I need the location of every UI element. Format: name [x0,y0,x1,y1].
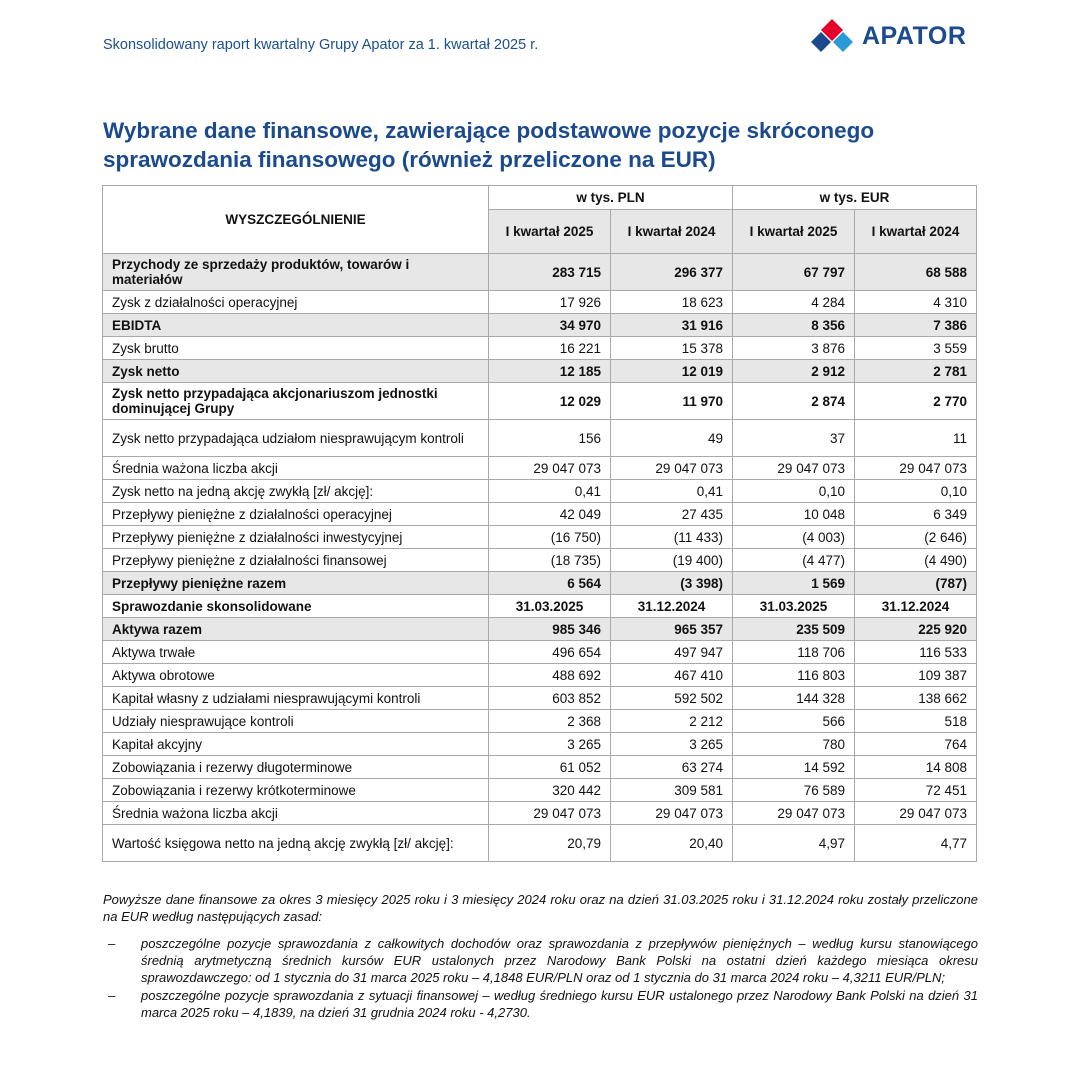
row-value: 27 435 [611,503,733,526]
row-value: (4 477) [733,549,855,572]
table-row [103,457,977,480]
row-value: 2 368 [489,710,611,733]
row-value: 4,77 [855,825,977,862]
row-value: 4,97 [733,825,855,862]
col-header-eur-2024: I kwartał 2024 [855,210,977,254]
row-value: 29 047 073 [855,457,977,480]
row-label: Średnia ważona liczba akcji [103,802,489,825]
row-value: 29 047 073 [855,802,977,825]
row-value: 67 797 [733,254,855,291]
row-label: Zobowiązania i rezerwy krótkoterminowe [103,779,489,802]
table-row [103,314,977,337]
row-label: Przychody ze sprzedaży produktów, towarów i materiałów [103,254,489,291]
table-row [103,360,977,383]
row-value: (19 400) [611,549,733,572]
row-label: Zobowiązania i rezerwy długoterminowe [103,756,489,779]
row-value: 34 970 [489,314,611,337]
row-value: 11 [855,420,977,457]
row-value: 63 274 [611,756,733,779]
table-row [103,733,977,756]
row-value: 309 581 [611,779,733,802]
row-label: Sprawozdanie skonsolidowane [103,595,489,618]
row-label: Przepływy pieniężne razem [103,572,489,595]
conversion-note: Powyższe dane finansowe za okres 3 miesięcy 2025 roku i 3 miesięcy 2024 roku oraz na dzień 31.03.2025 roku i 31.12.2024 roku zostały przeliczone na EUR według następujących zasad: [103,892,978,924]
row-value: 3 876 [733,337,855,360]
col-header-eur-2025: I kwartał 2025 [733,210,855,254]
row-value: 497 947 [611,641,733,664]
row-value: 283 715 [489,254,611,291]
row-value: 965 357 [611,618,733,641]
row-value: 603 852 [489,687,611,710]
row-value: 467 410 [611,664,733,687]
row-value: 31.03.2025 [489,595,611,618]
row-label: Zysk z działalności operacyjnej [103,291,489,314]
apator-logo [810,17,966,55]
row-label: Zysk netto [103,360,489,383]
row-value: 29 047 073 [489,457,611,480]
bullet-dash: – [108,988,116,1003]
row-value: 0,10 [855,480,977,503]
row-value: (2 646) [855,526,977,549]
conversion-rules-list [103,935,978,1022]
row-value: (787) [855,572,977,595]
row-value: 37 [733,420,855,457]
row-value: 10 048 [733,503,855,526]
report-header-title: Skonsolidowany raport kwartalny Grupy Apator za 1. kwartał 2025 r. [103,37,539,53]
row-label: Udziały niesprawujące kontroli [103,710,489,733]
table-row [103,337,977,360]
row-value: 4 284 [733,291,855,314]
row-value: (4 003) [733,526,855,549]
row-label: Przepływy pieniężne z działalności operacyjnej [103,503,489,526]
row-value: 49 [611,420,733,457]
table-row [103,641,977,664]
table-row [103,526,977,549]
table-row [103,291,977,314]
row-label: Wartość księgowa netto na jedną akcję zwykłą [zł/ akcję]: [103,825,489,862]
table-row [103,572,977,595]
col-header-pln-2024: I kwartał 2024 [611,210,733,254]
row-value: (3 398) [611,572,733,595]
row-value: 1 569 [733,572,855,595]
row-value: 0,41 [489,480,611,503]
table-row [103,503,977,526]
row-value: 72 451 [855,779,977,802]
row-value: 592 502 [611,687,733,710]
row-value: 31 916 [611,314,733,337]
row-value: 4 310 [855,291,977,314]
balance-sheet-header-row [103,595,977,618]
row-value: 20,79 [489,825,611,862]
table-row [103,687,977,710]
page-title-line-1: Wybrane dane finansowe, zawierające podstawowe pozycje skróconego [103,118,875,143]
row-label: Kapitał własny z udziałami niesprawującymi kontroli [103,687,489,710]
row-value: 985 346 [489,618,611,641]
row-value: 68 588 [855,254,977,291]
row-value: (18 735) [489,549,611,572]
row-value: (4 490) [855,549,977,572]
row-value: 566 [733,710,855,733]
row-value: 15 378 [611,337,733,360]
row-value: 296 377 [611,254,733,291]
row-value: (16 750) [489,526,611,549]
row-value: 31.12.2024 [855,595,977,618]
row-value: 488 692 [489,664,611,687]
page-title-line-2: sprawozdania finansowego (również przeliczone na EUR) [103,147,716,172]
row-value: 780 [733,733,855,756]
page-title [103,116,1003,174]
row-value: 0,10 [733,480,855,503]
row-value: 2 212 [611,710,733,733]
row-value: 11 970 [611,383,733,420]
row-value: 2 912 [733,360,855,383]
row-value: 0,41 [611,480,733,503]
table-row [103,618,977,641]
row-value: 3 265 [611,733,733,756]
list-item-text: poszczególne pozycje sprawozdania z sytuacji finansowej – według średniego kursu EUR ustalonego przez Narodowy Bank Polski na dzień 31 marca 2025 roku – 4,1839, na dzień 31 grudnia 2024 roku - 4,2730. [141,988,978,1020]
row-label: Przepływy pieniężne z działalności inwestycyjnej [103,526,489,549]
row-value: 76 589 [733,779,855,802]
logo-mark-icon [810,17,854,55]
table-row [103,420,977,457]
row-value: 29 047 073 [611,457,733,480]
row-label: Zysk brutto [103,337,489,360]
table-row [103,802,977,825]
row-value: 764 [855,733,977,756]
row-value: 42 049 [489,503,611,526]
row-label: Aktywa trwałe [103,641,489,664]
table-row [103,254,977,291]
col-header-pln-2025: I kwartał 2025 [489,210,611,254]
row-value: 138 662 [855,687,977,710]
row-value: 8 356 [733,314,855,337]
table-body [103,254,977,862]
row-value: 61 052 [489,756,611,779]
list-item [103,987,978,1021]
row-value: 320 442 [489,779,611,802]
row-value: 14 808 [855,756,977,779]
row-value: 12 019 [611,360,733,383]
table-row [103,383,977,420]
row-value: 109 387 [855,664,977,687]
row-value: 29 047 073 [733,802,855,825]
table-row [103,779,977,802]
row-value: 29 047 073 [489,802,611,825]
row-value: 12 029 [489,383,611,420]
row-value: 116 803 [733,664,855,687]
row-label: Średnia ważona liczba akcji [103,457,489,480]
row-value: 3 265 [489,733,611,756]
row-label: Zysk netto przypadająca akcjonariuszom jednostki dominującej Grupy [103,383,489,420]
row-value: 2 781 [855,360,977,383]
table-row [103,756,977,779]
row-label: Kapitał akcyjny [103,733,489,756]
row-value: 17 926 [489,291,611,314]
row-value: 225 920 [855,618,977,641]
row-value: 29 047 073 [733,457,855,480]
group-header-eur: w tys. EUR [733,186,977,210]
row-value: 18 623 [611,291,733,314]
row-value: 235 509 [733,618,855,641]
bullet-dash: – [108,936,116,951]
financial-data-table [102,185,977,862]
row-value: 6 564 [489,572,611,595]
row-value: 7 386 [855,314,977,337]
row-value: 518 [855,710,977,733]
row-value: 20,40 [611,825,733,862]
row-value: 31.03.2025 [733,595,855,618]
table-row [103,664,977,687]
list-item [103,935,978,986]
row-value: 2 874 [733,383,855,420]
row-label: Zysk netto na jedną akcję zwykłą [zł/ akcję]: [103,480,489,503]
list-item-text: poszczególne pozycje sprawozdania z całkowitych dochodów oraz sprawozdania z przepływów pieniężnych – według kursu stanowiącego średnią arytmetyczną średnich kursów EUR ustalonych przez Narodowy Bank Polski na ostatni dzień każdego miesiąca okresu sprawozdawczego: od 1 stycznia do 31 marca 2025 roku – 4,1848 EUR/PLN oraz od 1 stycznia do 31 marca 2024 roku – 4,3211 EUR/PLN; [141,936,978,985]
row-value: 12 185 [489,360,611,383]
row-value: 156 [489,420,611,457]
row-label: Zysk netto przypadająca udziałom niesprawującym kontroli [103,420,489,457]
row-value: 6 349 [855,503,977,526]
row-value: 31.12.2024 [611,595,733,618]
row-value: 116 533 [855,641,977,664]
row-value: 3 559 [855,337,977,360]
table-row [103,480,977,503]
row-label: Przepływy pieniężne z działalności finansowej [103,549,489,572]
group-header-pln: w tys. PLN [489,186,733,210]
row-value: (11 433) [611,526,733,549]
table-row [103,549,977,572]
table-row [103,825,977,862]
row-label: EBIDTA [103,314,489,337]
row-value: 14 592 [733,756,855,779]
row-label: Aktywa obrotowe [103,664,489,687]
label-column-header: WYSZCZEGÓLNIENIE [103,186,489,254]
logo-wordmark: APATOR [862,21,967,50]
row-value: 118 706 [733,641,855,664]
row-value: 29 047 073 [611,802,733,825]
row-value: 144 328 [733,687,855,710]
table-row [103,710,977,733]
row-value: 2 770 [855,383,977,420]
row-label: Aktywa razem [103,618,489,641]
row-value: 496 654 [489,641,611,664]
row-value: 16 221 [489,337,611,360]
